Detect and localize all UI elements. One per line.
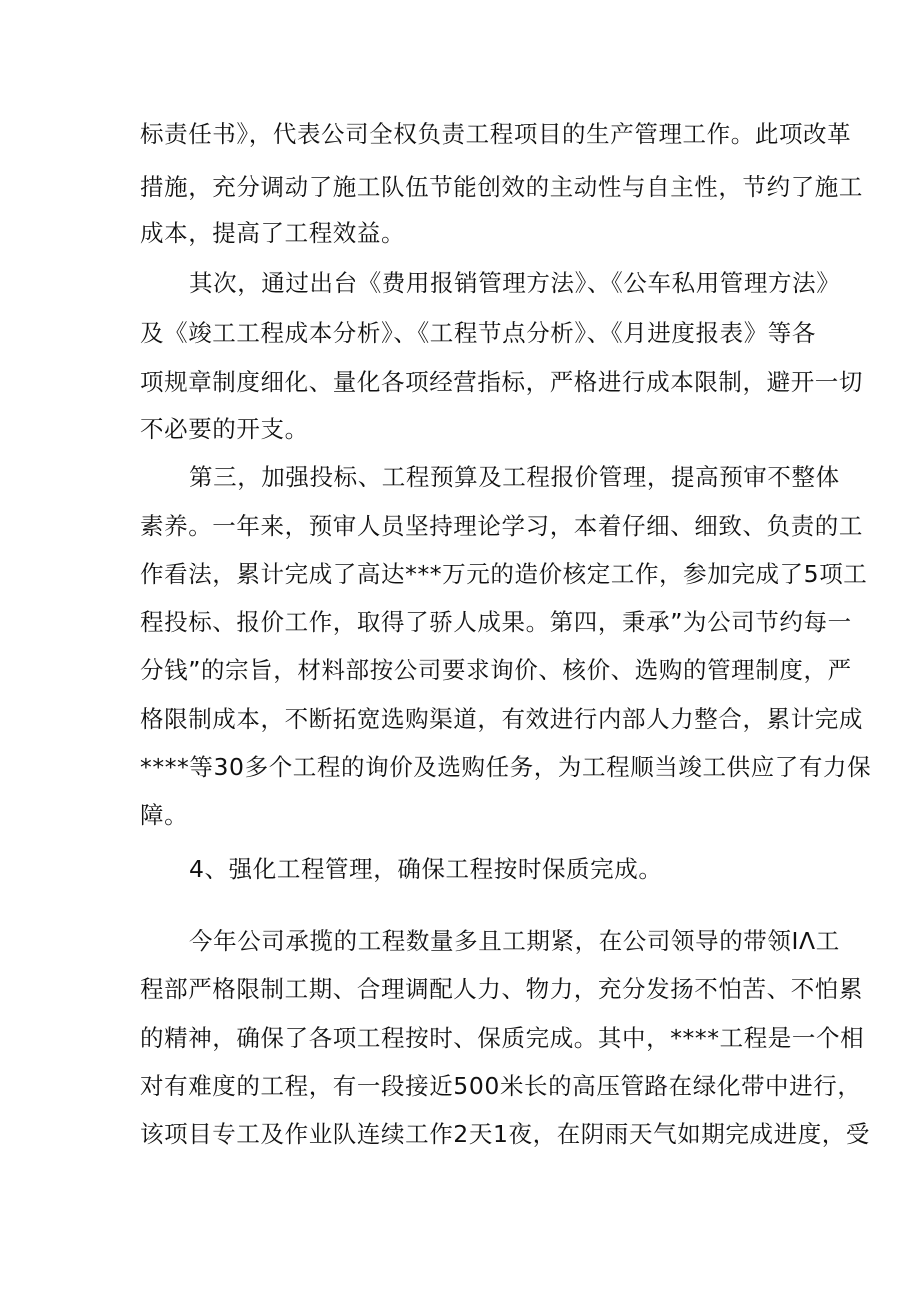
text-line: 分钱”的宗旨，材料部按公司要求询价、核价、选购的管理制度，严 (140, 656, 852, 684)
text-line: 措施，充分调动了施工队伍节能创效的主动性与自主性，节约了施工 (140, 173, 863, 201)
text-line: 成本，提高了工程效益。 (140, 219, 406, 247)
text-line: 对有难度的工程，有一段接近500米长的高压管路在绿化带中进行， (140, 1072, 862, 1100)
text-line: 项规章制度细化、量化各项经营指标，严格进行成本限制，避开一切 (140, 368, 863, 396)
section-heading: 4、强化工程管理，确保工程按时保质完成。 (189, 855, 663, 883)
text-line: 程投标、报价工作，取得了骄人成果。第四，秉承”为公司节约每一 (140, 608, 852, 636)
text-line: 的精神，确保了各项工程按时、保质完成。其中，****工程是一个相 (140, 1024, 865, 1052)
text-line: 及《竣工工程成本分析》、《工程节点分析》、《月进度报表》等各 (140, 319, 816, 347)
text-line: 格限制成本，不断拓宽选购渠道，有效进行内部人力整合，累计完成 (140, 705, 863, 733)
text-line: 障。 (140, 801, 189, 829)
text-line: 作看法，累计完成了高达***万元的造价核定工作，参加完成了5项工 (140, 560, 868, 588)
text-line: ****等30多个工程的询价及选购任务，为工程顺当竣工供应了有力保 (140, 753, 872, 781)
text-line: 素养。一年来，预审人员坚持理论学习，本着仔细、细致、负责的工 (140, 512, 863, 540)
text-line: 第三，加强投标、工程预算及工程报价管理，提高预审不整体 (189, 463, 840, 491)
text-line: 该项目专工及作业队连续工作2天1夜，在阴雨天气如期完成进度，受 (140, 1120, 871, 1148)
text-line: 不必要的开支。 (140, 415, 309, 443)
text-line: 今年公司承揽的工程数量多且工期紧，在公司领导的带领IΛ工 (189, 927, 840, 955)
text-line: 程部严格限制工期、合理调配人力、物力，充分发扬不怕苦、不怕累 (140, 975, 863, 1003)
text-line: 其次，通过出台《费用报销管理方法》、《公车私用管理方法》 (189, 269, 841, 297)
text-line: 标责任书》，代表公司全权负责工程项目的生产管理工作。此项改革 (140, 120, 852, 148)
